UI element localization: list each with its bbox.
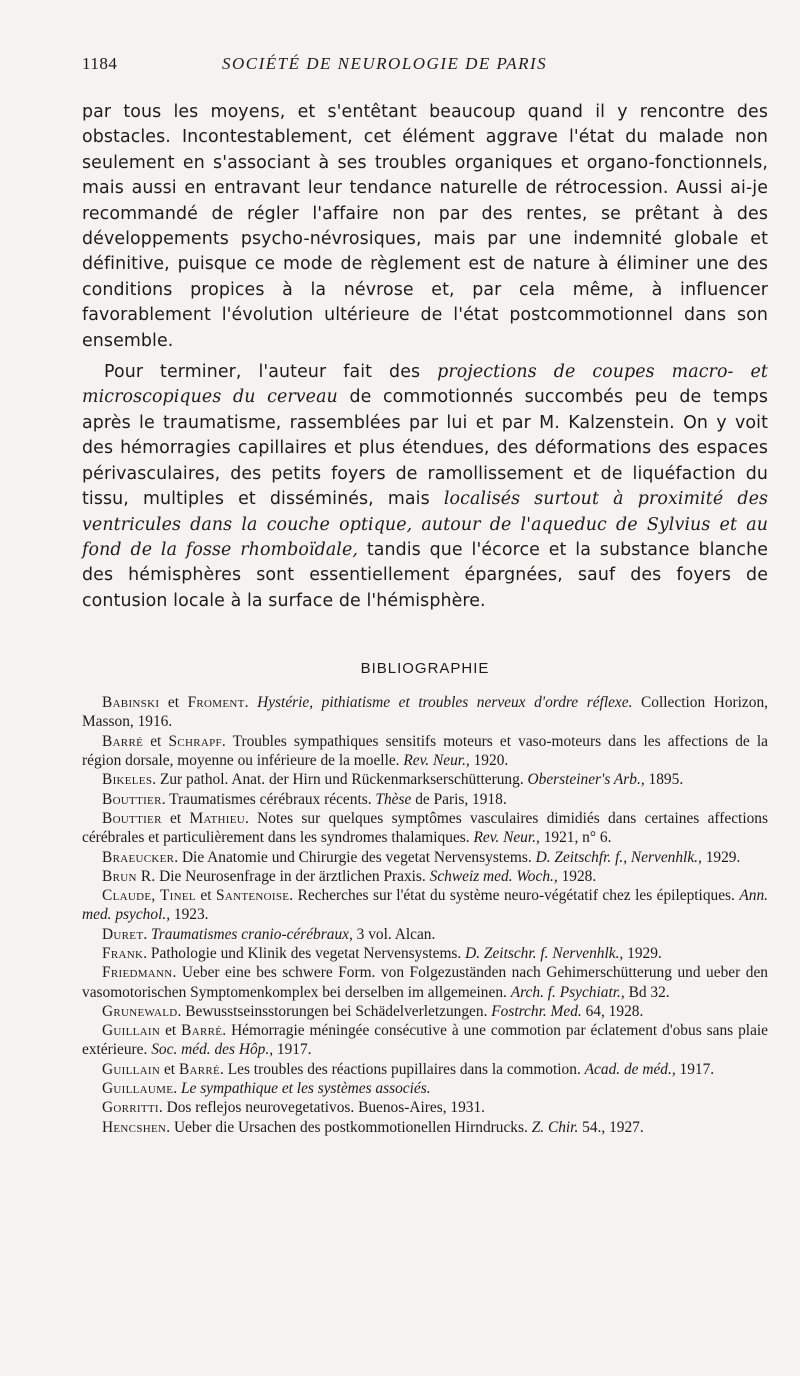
paragraph-2-text: tandis que l'écorce et la substance blanche des hémisphères sont essentiellement épargnées, sauf des foyers de contusion locale à la surface de l'hémisphère.: [82, 539, 768, 611]
bibliography-entry: [82, 732, 768, 771]
bibliography-author: Bouttier: [102, 790, 162, 808]
bibliography-text: . Notes sur quelques symptômes vasculaires dimidiés dans certaines affections cérébrales et particulièrement dans les syndromes thalamiques.: [82, 809, 768, 847]
running-head: SOCIÉTÉ DE NEUROLOGIE DE PARIS: [222, 54, 548, 73]
bibliography-entry: [82, 848, 768, 867]
bibliography-author: Barré: [181, 1022, 223, 1040]
bibliography-text: . Ueber die Ursachen des postkommotionellen Hirndrucks.: [166, 1118, 532, 1136]
bibliography-text: . Traumatismes cérébraux récents.: [161, 790, 376, 808]
bibliography-text: de Paris, 1918.: [411, 790, 507, 808]
bibliography-entry: [82, 944, 768, 963]
bibliography-text: . Troubles sympathiques sensitifs moteurs et vaso-moteurs dans les affections de la région dorsale, moyenne ou inférieure de la moelle.: [82, 732, 768, 770]
bibliography-title: Schweiz med. Woch.,: [429, 867, 558, 885]
bibliography-text: 1929.: [701, 848, 741, 866]
bibliography-entry: [82, 1098, 768, 1117]
bibliography-title: Ann. med. psychol.,: [82, 887, 768, 924]
bibliography-author: Guillaume: [102, 1080, 174, 1098]
bibliography-text: et: [159, 694, 188, 712]
bibliography-author: Barré: [102, 732, 144, 750]
bibliography-author: Bikeles: [102, 771, 153, 789]
bibliography-text: . Pathologie und Klinik des vegetat Nervensystems.: [143, 944, 466, 962]
bibliography-author: Frank: [102, 944, 144, 962]
bibliography-text: 3 vol. Alcan.: [352, 925, 436, 943]
bibliography-author: Bouttier: [102, 809, 162, 827]
bibliography-text: . Bewusstseinsstorungen bei Schädelverletzungen.: [177, 1002, 492, 1020]
bibliography-entry: [82, 693, 768, 732]
paragraph-2-text: Pour terminer, l'auteur fait des: [104, 362, 438, 383]
bibliography-author: Santenoise: [216, 887, 290, 905]
bibliography-title: Fostrchr. Med.: [491, 1002, 582, 1020]
bibliography-title: Rev. Neur.,: [403, 752, 470, 770]
bibliography-entry: [82, 1079, 768, 1098]
bibliography-text: . Zur pathol. Anat. der Hirn und Rückenmarkserschütterung.: [152, 771, 528, 789]
bibliography-text: 1929.: [623, 944, 662, 962]
bibliography-title: D. Zeitschr. f. Nervenhlk.,: [465, 944, 624, 962]
bibliography-author: Hencshen: [102, 1118, 167, 1136]
paragraph-1: par tous les moyens, et s'entêtant beaucoup quand il y rencontre des obstacles. Incontestablement, cet élément aggrave l'état du malade non seulement en s'associant à ses troubles organiques et organo-fonctionnels, mais aussi en entravant leur tendance naturelle de rétrocession. Aussi ai-je recommandé de régler l'affaire non par des rentes, se prêtant à des développements psycho-névrosiques, mais par une indemnité globale et définitive, puisque ce mode de règlement est de nature à éliminer une des conditions propices à la névrose et, par cela même, à influencer favorablement l'évolution ultérieure de l'état postcommotionnel dans son ensemble.: [82, 102, 768, 351]
bibliography-author: Gorritti: [102, 1099, 159, 1117]
page-number: 1184: [82, 54, 118, 73]
bibliography-text: .: [173, 1080, 181, 1098]
bibliography-text: . Dos reflejos neurovegetativos. Buenos-Aires, 1931.: [158, 1099, 486, 1117]
bibliography-entry: [82, 1118, 768, 1137]
bibliography-entry: [82, 1021, 768, 1060]
page-header: [82, 54, 768, 94]
bibliography-text: 1921, n° 6.: [539, 829, 612, 847]
bibliography-title: Hystérie, pithiatisme et troubles nerveux d'ordre réflexe.: [257, 694, 633, 712]
paragraph-2-emphasis: projections de coupes macro- et microscopiques du cerveau: [82, 362, 768, 408]
paragraph-2-text: de commotionnés succombés peu de temps après le traumatisme, rassemblées par lui et par M. Kalzenstein. On y voit des hémorragies capillaires et plus étendues, des déformations des espaces périvasculaires, des petits foyers de ramollissement et de liquéfaction du tissu, multiples et disséminés, mais: [82, 387, 769, 510]
bibliography-title: Soc. méd. des Hôp.,: [151, 1041, 274, 1059]
bibliography-text: .: [244, 694, 258, 712]
bibliography-title: Arch. f. Psychiatr.,: [510, 983, 625, 1001]
bibliography-text: 64, 1928.: [581, 1002, 644, 1020]
bibliography-author: Babinski: [102, 694, 160, 712]
bibliography-author: Claude, Tinel: [102, 887, 196, 905]
bibliography-author: Guillain: [102, 1022, 161, 1040]
bibliography-text: . Die Neurosenfrage in der ärztlichen Praxis.: [151, 867, 430, 885]
bibliography-author: Froment: [187, 694, 245, 712]
bibliography-author: Braeucker: [102, 848, 175, 866]
bibliography-entry: [82, 770, 768, 789]
bibliography-text: 1923.: [170, 906, 209, 924]
bibliography-text: . Les troubles des réactions pupillaires dans la commotion.: [220, 1060, 585, 1078]
paragraph-2: [82, 360, 768, 614]
bibliography-text: . Die Anatomie und Chirurgie des vegetat Nervensystems.: [174, 848, 536, 866]
bibliography-text: 1917.: [675, 1060, 715, 1078]
bibliography-text: et: [143, 732, 169, 750]
bibliography-heading: BIBLIOGRAPHIE: [360, 660, 490, 678]
bibliography-entry: [82, 963, 768, 1002]
bibliography-text: et: [160, 1022, 182, 1040]
bibliography-entry: [82, 867, 768, 886]
bibliography-text: Bd 32.: [624, 983, 670, 1001]
bibliography-author: Schrapf: [168, 732, 222, 750]
bibliography-title: Rev. Neur.,: [473, 829, 540, 847]
bibliography-text: . Hémorragie méningée consécutive à une commotion par éclatement d'obus sans plaie extérieure.: [82, 1022, 769, 1059]
bibliography-author: Brun R: [102, 867, 152, 885]
bibliography-author: Duret: [102, 925, 144, 943]
bibliography-title: Thèse: [375, 790, 412, 808]
bibliography-author: Guillain: [102, 1060, 161, 1078]
bibliography-text: . Recherches sur l'état du système neuro-végétatif chez les épileptiques.: [289, 887, 740, 905]
bibliography-title: Acad. de méd.,: [584, 1060, 676, 1078]
bibliography-entry: [82, 809, 768, 848]
bibliography-text: 1920.: [469, 752, 509, 770]
bibliography-title: Traumatismes cranio-cérébraux,: [151, 925, 353, 943]
bibliography-title: D. Zeitschfr. f., Nervenhlk.,: [535, 848, 702, 866]
bibliography-text: 1917.: [273, 1041, 312, 1059]
bibliography-text: 1895.: [644, 771, 684, 789]
paragraph-2-emphasis: localisés surtout à proximité des ventricules dans la couche optique, autour de l'aqueduc de Sylvius et au fond de la fosse rhomboïdale,: [82, 489, 768, 560]
bibliography-entry: [82, 886, 768, 925]
bibliography-text: 1928.: [557, 867, 597, 885]
bibliography-title: Le sympathique et les systèmes associés.: [180, 1080, 431, 1098]
bibliography-text: Collection Horizon, Masson, 1916.: [82, 694, 768, 731]
bibliography-entry: [82, 925, 768, 944]
bibliography-text: et: [195, 887, 216, 905]
bibliography-text: 54., 1927.: [578, 1118, 644, 1136]
bibliography-entry: [82, 1002, 768, 1021]
bibliography-text: et: [160, 1060, 179, 1078]
bibliography-text: et: [161, 809, 190, 827]
bibliography-list: [82, 693, 768, 1137]
body-text: [82, 100, 768, 614]
bibliography-title: Z. Chir.: [531, 1118, 579, 1136]
bibliography-entry: [82, 790, 768, 809]
bibliography-author: Mathieu: [189, 809, 245, 827]
bibliography-title: Obersteiner's Arb.,: [527, 771, 645, 789]
bibliography-author: Friedmann: [102, 964, 173, 982]
bibliography-text: .: [143, 925, 152, 943]
bibliography-author: Grunewald: [102, 1002, 178, 1020]
bibliography-author: Barré: [178, 1060, 221, 1078]
bibliography-entry: [82, 1060, 768, 1079]
bibliography-text: . Ueber eine bes schwere Form. von Folgezuständen nach Gehimerschütterung und ueber den vasomotorischen Symptomenkomplex bei derselben im allgemeinen.: [82, 964, 768, 1001]
